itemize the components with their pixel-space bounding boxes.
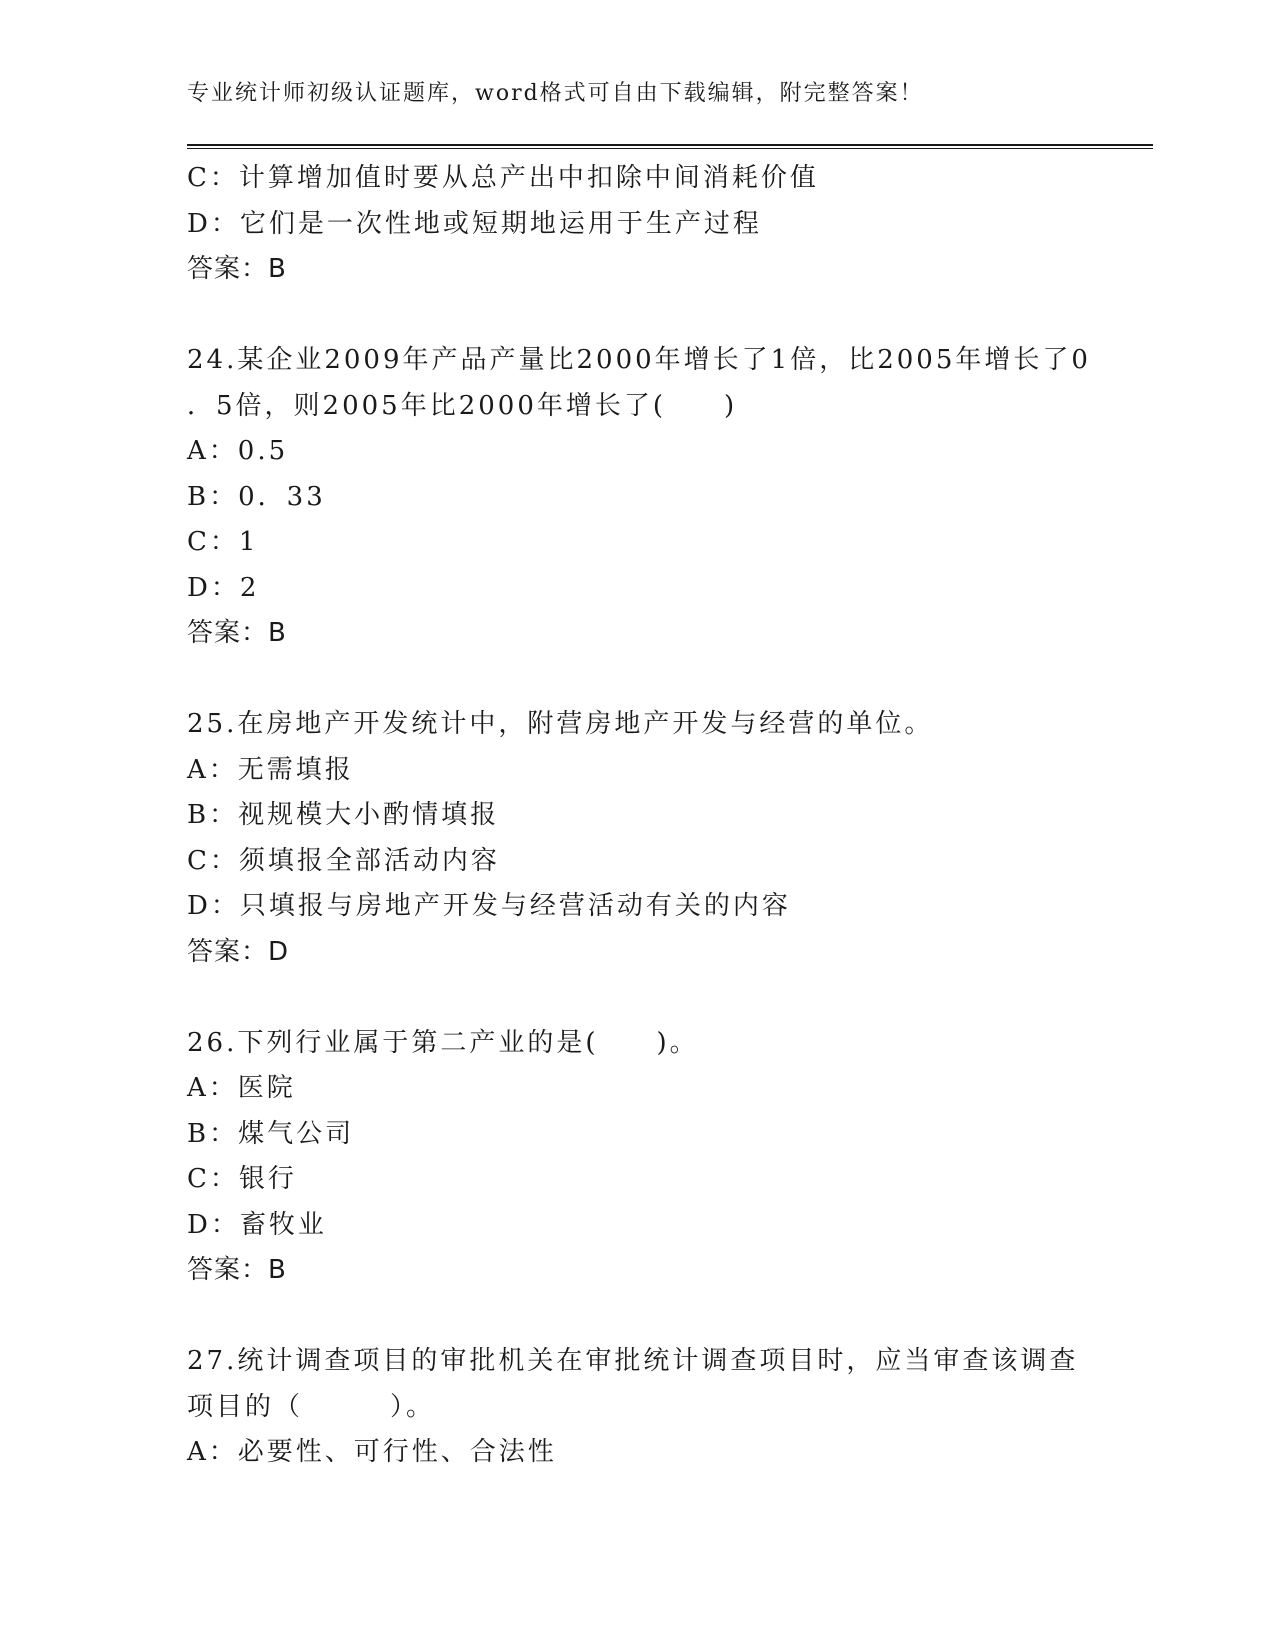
spacer — [187, 975, 1087, 1021]
question-content — [187, 156, 1091, 1476]
option-c: C：银行 — [187, 1164, 297, 1194]
question-24 — [187, 338, 1091, 657]
option-a: A：无需填报 — [187, 754, 354, 785]
option-c: C：须填报全部活动内容 — [187, 845, 500, 876]
answer: 答案：B — [187, 254, 287, 284]
option-a: A：0.5 — [187, 436, 289, 466]
question-stem-line: 24.某企业2009年产品产量比2000年增长了1倍，比2005年增长了0 — [187, 345, 1091, 375]
option-a: A：必要性、可行性、合法性 — [187, 1437, 557, 1467]
option-d: D：2 — [187, 572, 260, 603]
spacer — [187, 1294, 1087, 1340]
option-d: D：它们是一次性地或短期地运用于生产过程 — [187, 208, 762, 239]
option-b: B：视规模大小酌情填报 — [187, 800, 500, 830]
option-d: D：畜牧业 — [187, 1209, 327, 1240]
question-stem-line: 25.在房地产开发统计中，附营房地产开发与经营的单位。 — [187, 709, 934, 739]
answer: 答案：B — [187, 618, 287, 648]
header-divider — [187, 144, 1153, 149]
answer: 答案：B — [187, 1255, 287, 1285]
question-stem-line: ．5倍，则2005年比2000年增长了( ) — [187, 390, 738, 421]
option-c: C：计算增加值时要从总产出中扣除中间消耗价值 — [187, 163, 819, 193]
prev-question-block — [187, 156, 1087, 293]
page-header: 专业统计师初级认证题库，word格式可自由下载编辑，附完整答案！ — [187, 81, 924, 106]
question-stem-line: 27.统计调查项目的审批机关在审批统计调查项目时，应当审查该调查 — [187, 1346, 1079, 1376]
question-27 — [187, 1339, 1087, 1476]
question-stem-line: 26.下列行业属于第二产业的是( )。 — [187, 1027, 699, 1058]
option-b: B：0．33 — [187, 481, 326, 512]
answer: 答案：D — [187, 936, 290, 967]
question-26 — [187, 1021, 1087, 1294]
option-b: B：煤气公司 — [187, 1118, 355, 1149]
option-c: C：1 — [187, 527, 259, 557]
question-stem-line: 项目的（ ）。 — [187, 1391, 436, 1422]
spacer — [187, 657, 1087, 703]
option-a: A：医院 — [187, 1073, 296, 1103]
option-d: D：只填报与房地产开发与经营活动有关的内容 — [187, 891, 791, 921]
question-25 — [187, 702, 1087, 975]
spacer — [187, 293, 1087, 339]
